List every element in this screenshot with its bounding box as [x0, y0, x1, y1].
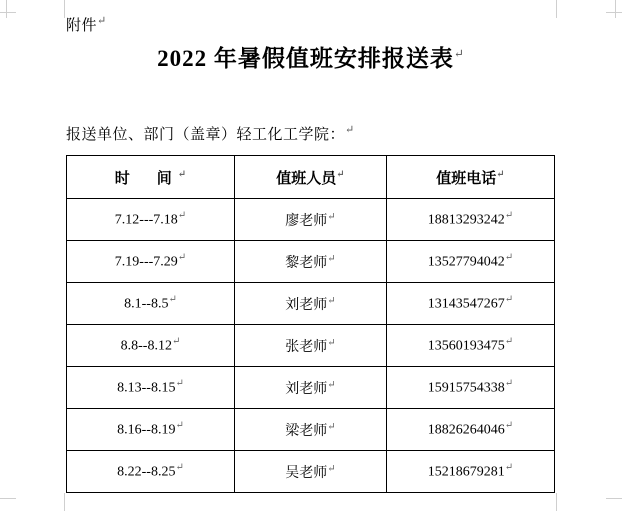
crop-mark-bottom-inner-left [64, 493, 65, 511]
crop-mark-left-bottom [0, 498, 16, 499]
column-header-phone [387, 156, 555, 199]
column-header-phone-label: 值班电话 [436, 170, 497, 187]
cell-date-text: 8.8--8.12 [120, 338, 172, 354]
paragraph-mark-icon: ↵ [177, 252, 187, 264]
cell-date [67, 241, 235, 283]
cell-person [235, 199, 387, 241]
cell-phone-text: 13527794042 [427, 254, 505, 270]
cell-phone-text: 13560193475 [427, 338, 505, 354]
paragraph-mark-icon: ↵ [504, 210, 514, 222]
attachment-label-text: 附件 [66, 18, 98, 34]
cell-date-text: 7.19---7.29 [114, 254, 178, 270]
cell-person-text: 梁老师 [285, 423, 328, 439]
crop-mark-top-left [6, 0, 7, 18]
paragraph-mark-icon: ↵ [504, 462, 514, 474]
paragraph-mark-icon: ↵ [327, 294, 336, 306]
cell-person-text: 张老师 [285, 339, 328, 355]
cell-date [67, 451, 235, 493]
table-row [67, 325, 555, 367]
paragraph-mark-icon: ↵ [345, 124, 355, 136]
paragraph-mark-icon: ↵ [504, 336, 514, 348]
cell-person [235, 409, 387, 451]
paragraph-mark-icon: ↵ [177, 210, 187, 222]
paragraph-mark-icon: ↵ [336, 168, 345, 180]
crop-mark-top-inner-left [64, 0, 65, 18]
cell-phone-text: 18826264046 [427, 422, 505, 438]
paragraph-mark-icon: ↵ [496, 168, 505, 180]
paragraph-mark-icon: ↵ [171, 336, 181, 348]
cell-date-text: 7.12---7.18 [114, 212, 178, 228]
duty-schedule-table [66, 155, 555, 493]
cell-phone [387, 241, 555, 283]
cell-phone-text: 15915754338 [427, 380, 505, 396]
paragraph-mark-icon: ↵ [327, 252, 336, 264]
cell-person [235, 325, 387, 367]
table-row [67, 283, 555, 325]
paragraph-mark-icon: ↵ [177, 168, 187, 180]
cell-person [235, 367, 387, 409]
cell-person [235, 451, 387, 493]
cell-phone-text: 18813293242 [427, 212, 505, 228]
paragraph-mark-icon: ↵ [327, 462, 336, 474]
cell-phone-text: 15218679281 [427, 464, 505, 480]
table-header-row [67, 156, 555, 199]
column-header-person [235, 156, 387, 199]
table-row [67, 367, 555, 409]
paragraph-mark-icon: ↵ [175, 420, 184, 432]
cell-date [67, 199, 235, 241]
cell-date-text: 8.16--8.19 [117, 422, 176, 438]
crop-mark-top-inner-right [556, 0, 557, 18]
crop-mark-top-right [615, 0, 616, 18]
paragraph-mark-icon: ↵ [504, 378, 514, 390]
cell-person [235, 241, 387, 283]
attachment-label [66, 16, 107, 34]
table-row [67, 199, 555, 241]
submitting-unit-text: 报送单位、部门（盖章）轻工化工学院： [66, 127, 346, 143]
crop-mark-left-top [0, 12, 16, 13]
submitting-unit-line [66, 123, 355, 144]
cell-phone [387, 325, 555, 367]
column-header-time-label: 时 间 [114, 170, 178, 187]
column-header-person-label: 值班人员 [276, 170, 337, 187]
cell-date [67, 409, 235, 451]
paragraph-mark-icon: ↵ [327, 210, 336, 222]
paragraph-mark-icon: ↵ [453, 46, 465, 61]
cell-person-text: 吴老师 [285, 465, 328, 481]
cell-phone [387, 367, 555, 409]
cell-person-text: 刘老师 [285, 381, 328, 397]
cell-person-text: 刘老师 [285, 297, 328, 313]
paragraph-mark-icon: ↵ [504, 294, 514, 306]
cell-phone [387, 409, 555, 451]
column-header-time [67, 156, 235, 199]
cell-person-text: 廖老师 [285, 213, 328, 229]
paragraph-mark-icon: ↵ [175, 378, 184, 390]
paragraph-mark-icon: ↵ [168, 294, 177, 306]
cell-phone [387, 451, 555, 493]
cell-date-text: 8.13--8.15 [117, 380, 176, 396]
page-title-text: 2022 年暑假值班安排报送表 [157, 46, 454, 71]
paragraph-mark-icon: ↵ [504, 420, 514, 432]
crop-mark-right-top [606, 12, 622, 13]
paragraph-mark-icon: ↵ [175, 462, 184, 474]
cell-date [67, 325, 235, 367]
paragraph-mark-icon: ↵ [327, 336, 336, 348]
page-title [0, 40, 622, 73]
cell-person [235, 283, 387, 325]
cell-person-text: 黎老师 [285, 255, 328, 271]
cell-date-text: 8.1--8.5 [124, 296, 169, 312]
cell-date-text: 8.22--8.25 [117, 464, 176, 480]
cell-phone [387, 199, 555, 241]
cell-phone [387, 283, 555, 325]
cell-phone-text: 13143547267 [427, 296, 505, 312]
cell-date [67, 367, 235, 409]
paragraph-mark-icon: ↵ [327, 420, 336, 432]
paragraph-mark-icon: ↵ [97, 15, 107, 27]
table-row [67, 451, 555, 493]
cell-date [67, 283, 235, 325]
crop-mark-bottom-inner-right [556, 493, 557, 511]
paragraph-mark-icon: ↵ [327, 378, 336, 390]
table-row [67, 409, 555, 451]
paragraph-mark-icon: ↵ [504, 252, 514, 264]
crop-mark-right-bottom [606, 498, 622, 499]
table-row [67, 241, 555, 283]
